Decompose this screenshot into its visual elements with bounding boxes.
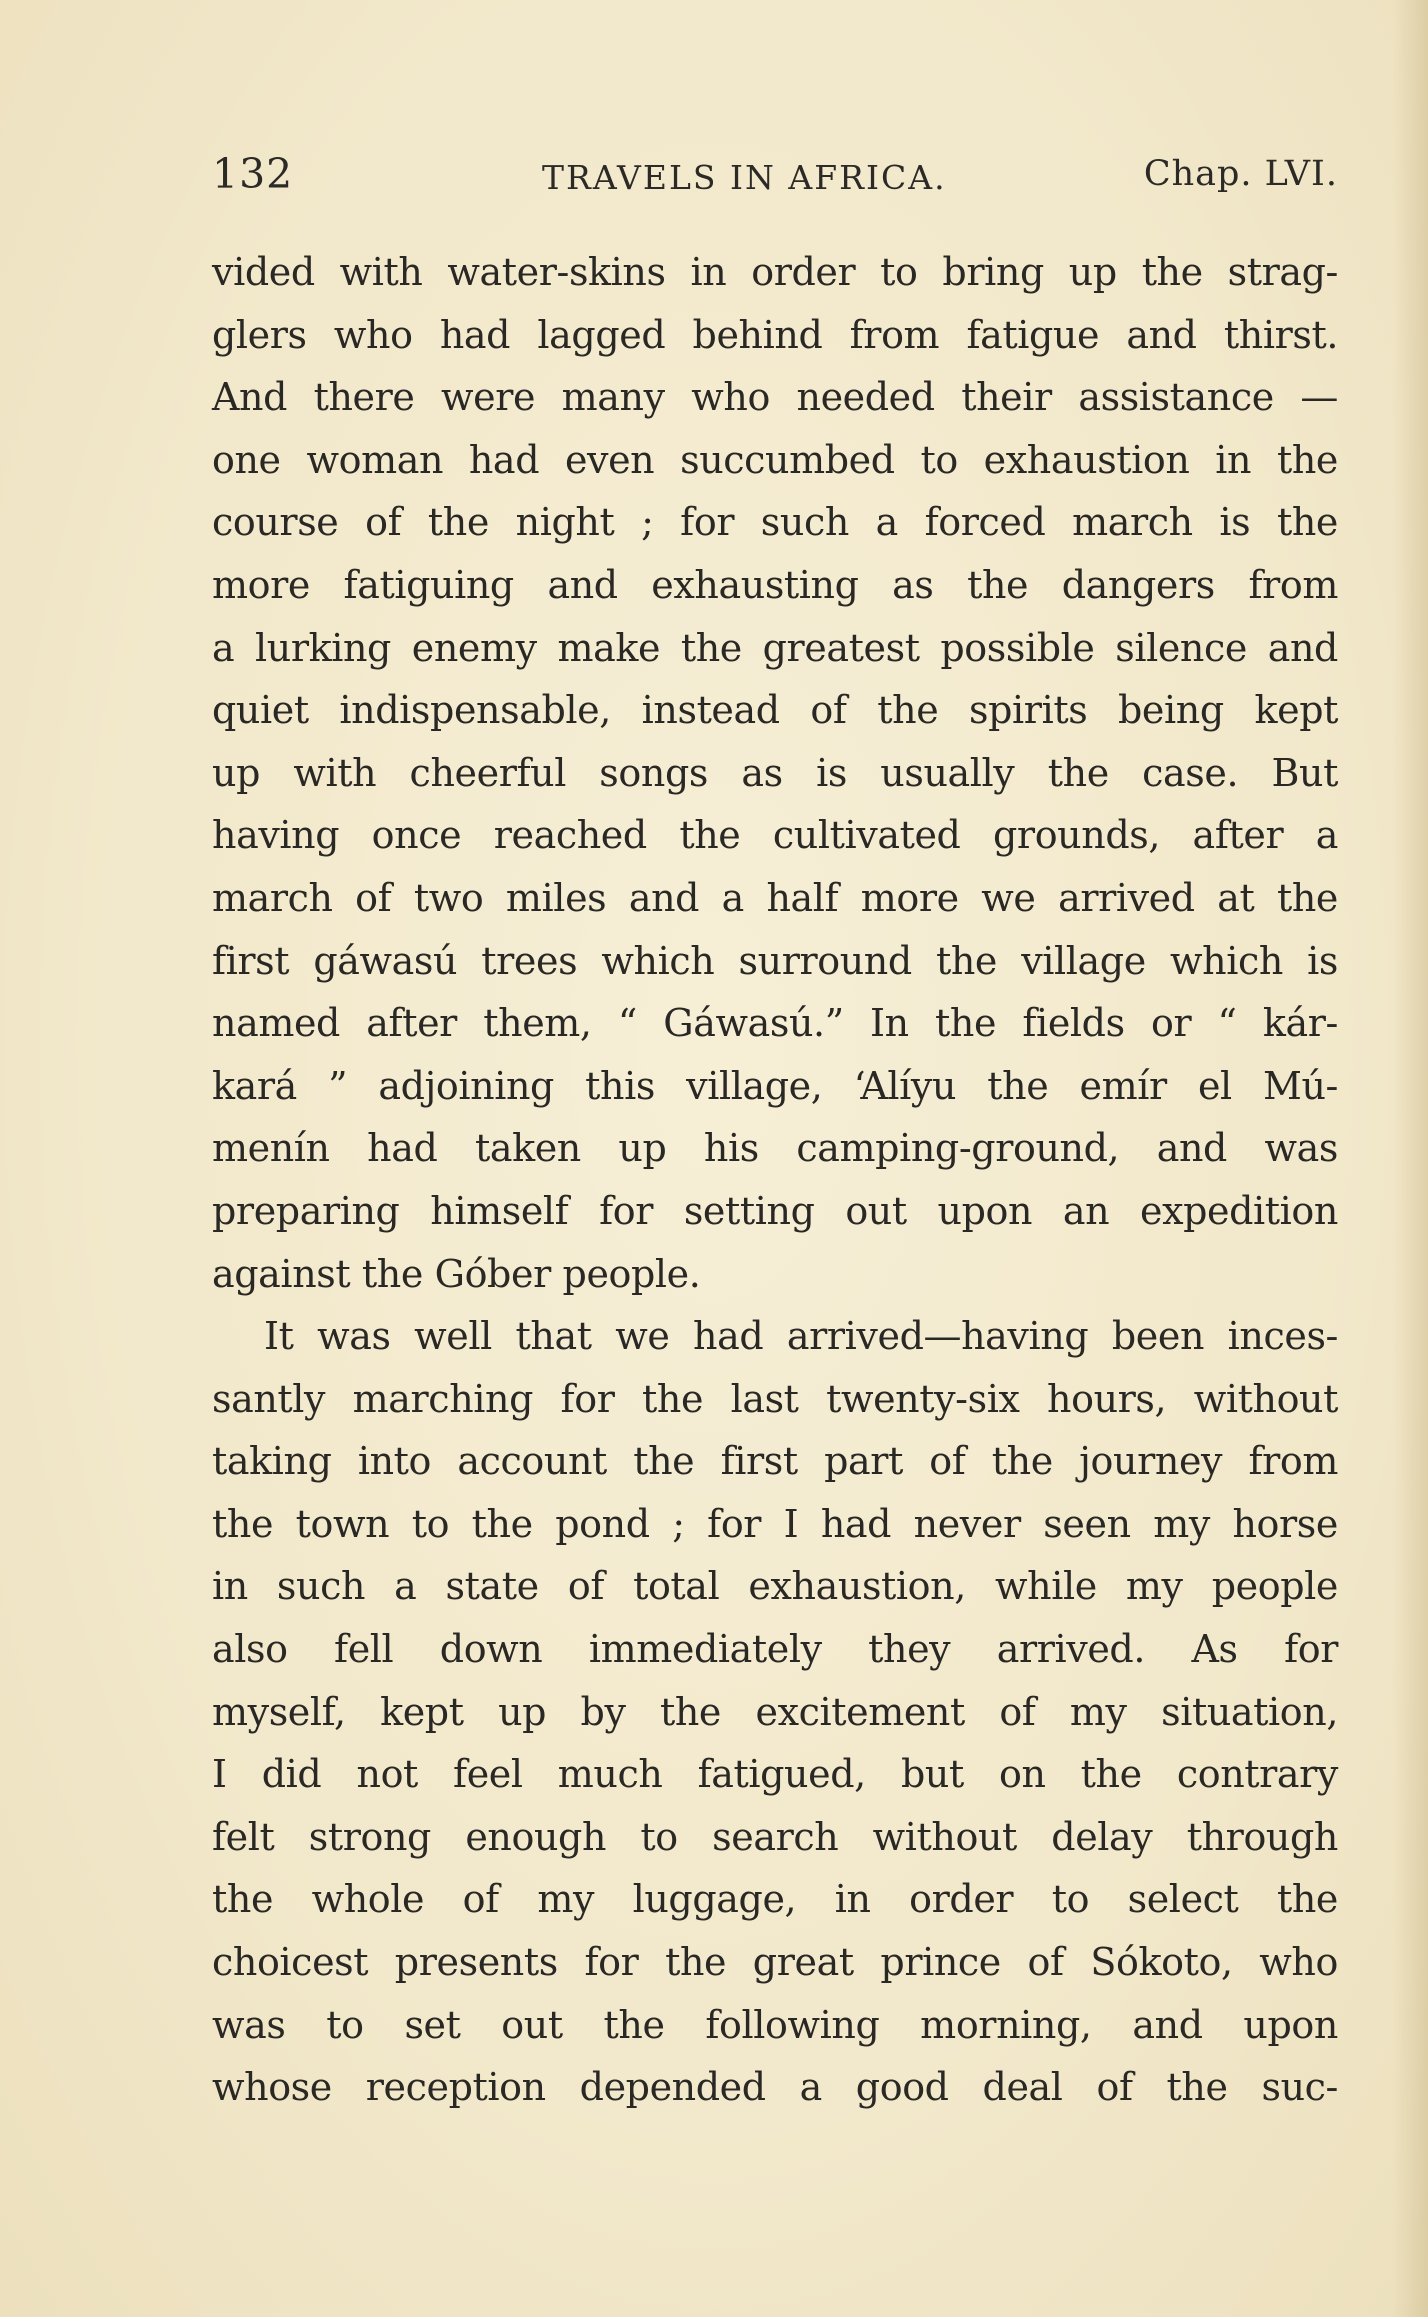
text-line: was to set out the following morning, and upon bbox=[212, 2002, 1338, 2047]
running-title: TRAVELS IN AFRICA. bbox=[542, 158, 947, 197]
text-line: taking into account the first part of the journey from bbox=[212, 1439, 1338, 1484]
paragraph-1 bbox=[212, 241, 1338, 1305]
text-line: vided with water-skins in order to bring up the strag- bbox=[212, 250, 1338, 294]
text-line: santly marching for the last twenty-six hours, without bbox=[212, 1376, 1338, 1421]
text-line: the town to the pond ; for I had never seen my horse bbox=[212, 1501, 1338, 1546]
text-line: first gáwasú trees which surround the village which is bbox=[212, 938, 1338, 983]
text-line: in such a state of total exhaustion, while my people bbox=[212, 1564, 1338, 1609]
page-edge-shadow bbox=[1392, 0, 1428, 2317]
text-line: myself, kept up by the excitement of my situation, bbox=[212, 1689, 1338, 1734]
text-line: one woman had even succumbed to exhaustion in the bbox=[212, 437, 1338, 482]
running-header bbox=[212, 150, 1338, 210]
text-line: choicest presents for the great prince of Sókoto, who bbox=[212, 1940, 1338, 1985]
text-line: against the Góber people. bbox=[212, 1251, 701, 1296]
text-line: also fell down immediately they arrived. As for bbox=[212, 1627, 1338, 1672]
text-line: having once reached the cultivated grounds, after a bbox=[212, 813, 1338, 858]
text-line: And there were many who needed their assistance — bbox=[212, 375, 1338, 420]
text-line: glers who had lagged behind from fatigue and thirst. bbox=[212, 312, 1338, 357]
text-line: I did not feel much fatigued, but on the contrary bbox=[212, 1752, 1338, 1797]
text-line: a lurking enemy make the greatest possible silence and bbox=[212, 625, 1338, 670]
text-line: named after them, “ Gáwasú.” In the fields or “ kár- bbox=[212, 1001, 1338, 1046]
text-line: kará ” adjoining this village, ‘Alíyu the emír el Mú- bbox=[212, 1063, 1338, 1108]
text-line: quiet indispensable, instead of the spirits being kept bbox=[212, 688, 1338, 733]
text-line: course of the night ; for such a forced march is the bbox=[212, 500, 1338, 545]
text-line: preparing himself for setting out upon an expedition bbox=[212, 1188, 1338, 1233]
chapter-reference: Chap. LVI. bbox=[1143, 154, 1338, 194]
text-line: the whole of my luggage, in order to select the bbox=[212, 1877, 1338, 1922]
text-line: felt strong enough to search without delay through bbox=[212, 1814, 1338, 1859]
paragraph-2 bbox=[212, 1305, 1338, 2119]
body-text bbox=[212, 241, 1338, 2119]
text-line: march of two miles and a half more we arrived at the bbox=[212, 875, 1338, 920]
text-line: up with cheerful songs as is usually the case. But bbox=[212, 750, 1338, 795]
text-line: It was well that we had arrived—having been inces- bbox=[264, 1314, 1338, 1359]
page-number: 132 bbox=[212, 150, 294, 198]
text-line: whose reception depended a good deal of the suc- bbox=[212, 2065, 1338, 2110]
text-line: more fatiguing and exhausting as the dangers from bbox=[212, 562, 1338, 607]
text-line: menín had taken up his camping-ground, and was bbox=[212, 1126, 1338, 1171]
